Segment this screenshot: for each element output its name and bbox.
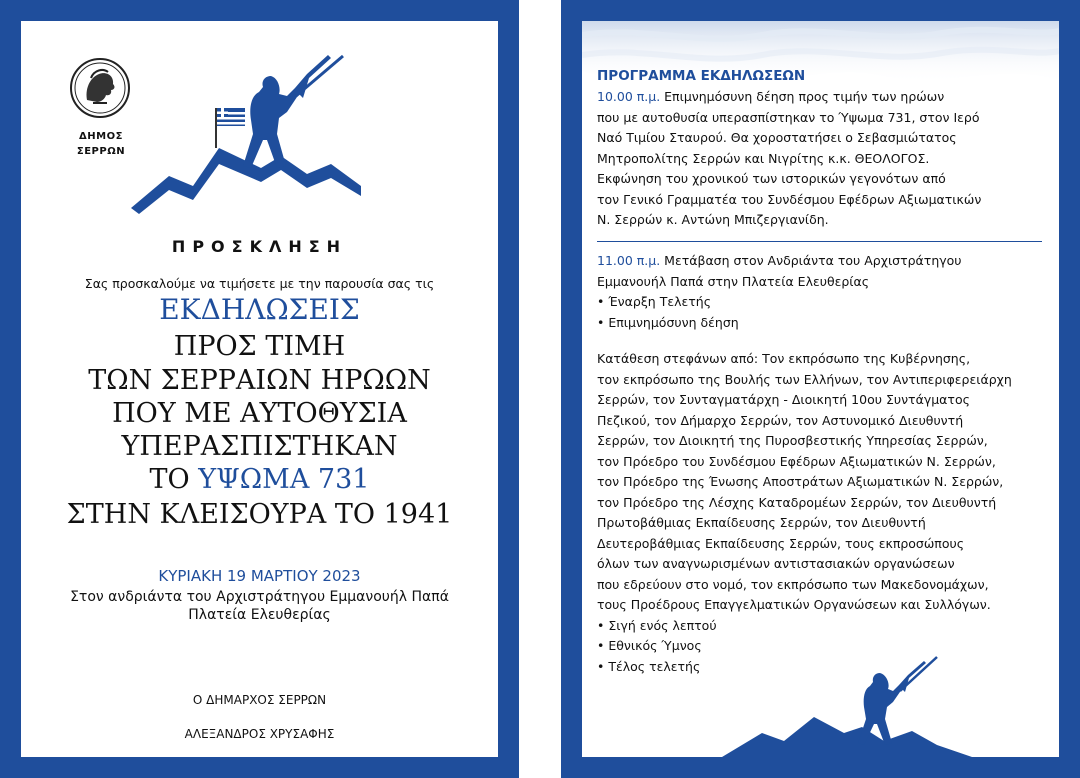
program-time-11am: 11.00 π.μ.	[597, 253, 661, 268]
wreaths-line2: τον εκπρόσωπο της Βουλής των Ελλήνων, τον Αντιπεριφερειάρχη	[597, 371, 1012, 387]
program-11am-item2: • Επιμνημόσυνη δέηση	[597, 314, 739, 330]
program-10am-line6: τον Γενικό Γραμματέα του Συνδέσμου Εφέδρων Αξιωματικών	[597, 191, 982, 207]
headline-hill-731: ΥΨΩΜΑ 731	[198, 464, 370, 495]
program-10am-line5: Εκφώνηση του χρονικού των ιστορικών γεγονότων από	[597, 171, 946, 186]
program-11am-item1: • Έναρξη Τελετής	[597, 294, 712, 309]
wreaths-line8: τον Πρόεδρο της Λέσχης Καταδρομέων Σερρών, τον Διευθυντή	[597, 494, 997, 510]
mayor-name: ΑΛΕΞΑΝΔΡΟΣ ΧΡΥΣΑΦΗΣ	[184, 727, 335, 741]
headline-line2: ΠΡΟΣ ΤΙΜΗ	[173, 331, 346, 362]
program-card	[582, 21, 1059, 757]
program-10am-line4: Μητροπολίτης Σερρών και Νιγρίτης κ.κ. ΘΕΟΛΟΓΟΣ.	[597, 150, 930, 166]
program-10am-line2: που με αυτοθυσία υπερασπίστηκαν το Ύψωμα 731, στον Ιερό	[597, 109, 980, 125]
soldier-mountain-icon	[722, 649, 972, 757]
program-block-10am	[597, 87, 1047, 231]
invitation-title: ΠΡΟΣΚΛΗΣΗ	[171, 237, 348, 256]
program-11am-line1: Μετάβαση στον Ανδριάντα του Αρχιστράτηγου	[660, 253, 962, 268]
program-10am-line3: Ναό Τιμίου Σταυρού. Θα χοροστατήσει ο Σεβασμιώτατος	[597, 130, 957, 145]
venue-line1: Στον ανδριάντα του Αρχιστράτηγου Εμμανουήλ Παπά	[70, 589, 449, 605]
headline-line3: ΤΩΝ ΣΕΡΡΑΙΩΝ ΗΡΩΩΝ	[88, 365, 431, 396]
headline-line6	[21, 464, 498, 496]
wreaths-line7: τον Πρόεδρο της Ένωσης Αποστράτων Αξιωματικών Ν. Σερρών,	[597, 474, 1004, 489]
invitation-front-card	[21, 21, 498, 757]
program-block-wreaths	[597, 349, 1047, 677]
invitation-front-panel	[0, 0, 519, 778]
program-block-11am	[597, 251, 1047, 333]
wreaths-line4: Πεζικού, τον Δήμαρχο Σερρών, τον Αστυνομικό Διευθυντή	[597, 412, 964, 428]
ceremony-item-end: • Τέλος τελετής	[597, 658, 701, 674]
mayor-title: Ο ΔΗΜΑΡΧΟΣ ΣΕΡΡΩΝ	[192, 693, 327, 707]
wreaths-line9: Πρωτοβάθμιας Εκπαίδευσης Σερρών, τον Διευθυντή	[597, 515, 926, 530]
program-back-panel	[561, 0, 1080, 778]
program-divider	[597, 241, 1042, 242]
headline-line5: ΥΠΕΡΑΣΠΙΣΤΗΚΑΝ	[121, 431, 398, 462]
wreaths-line1: Κατάθεση στεφάνων από: Τον εκπρόσωπο της Κυβέρνησης,	[597, 351, 971, 366]
venue-line2: Πλατεία Ελευθερίας	[188, 607, 331, 623]
headline-events: ΕΚΔΗΛΩΣΕΙΣ	[159, 293, 360, 326]
wreaths-line11: όλων των αναγνωρισμένων αντιστασιακών οργανώσεων	[597, 556, 955, 571]
program-10am-line7: Ν. Σερρών κ. Αντώνη Μπιζεργιανίδη.	[597, 212, 829, 227]
wreaths-line5: Σερρών, τον Διοικητή της Πυροσβεστικής Υπηρεσίας Σερρών,	[597, 433, 988, 448]
headline-line4: ΠΟΥ ΜΕ ΑΥΤΟΘΥΣΙΑ	[112, 398, 407, 429]
wreaths-line13: τους Προέδρους Επαγγελματικών Οργανώσεων και Συλλόγων.	[597, 597, 991, 612]
program-10am-line1: Επιμνημόσυνη δέηση προς τιμήν των ηρώων	[660, 89, 945, 104]
program-11am-line2: Εμμανουήλ Παπά στην Πλατεία Ελευθερίας	[597, 273, 870, 289]
ceremony-item-silence: • Σιγή ενός λεπτού	[597, 617, 717, 633]
headline-line7: ΣΤΗΝ ΚΛΕΙΣΟΥΡΑ ΤΟ 1941	[66, 499, 453, 530]
ceremony-item-anthem: • Εθνικός Ύμνος	[597, 638, 702, 653]
coin-head-icon	[69, 56, 131, 120]
wreaths-line6: τον Πρόεδρο του Συνδέσμου Εφέδρων Αξιωματικών Ν. Σερρών,	[597, 453, 996, 469]
wreaths-line12: που εδρεύουν στο νομό, τον εκπρόσωπο των Μακεδονομάχων,	[597, 576, 989, 592]
wreaths-line3: Σερρών, τον Συνταγματάρχη - Διοικητή 10ου Συντάγματος	[597, 392, 970, 407]
invitation-intro: Σας προσκαλούμε να τιμήσετε με την παρουσία σας τις	[84, 276, 435, 291]
headline-line6-prefix: ΤΟ	[149, 464, 199, 495]
program-title: ΠΡΟΓΡΑΜΜΑ ΕΚΔΗΛΩΣΕΩΝ	[597, 68, 806, 84]
logo-line1: ΔΗΜΟΣ	[79, 131, 123, 142]
soldier-mountain-flag-icon	[131, 36, 361, 216]
wreaths-line10: Δευτεροβάθμιας Εκπαίδευσης Σερρών, τους εκπροσώπους	[597, 535, 965, 551]
program-time-10am: 10.00 π.μ.	[597, 89, 661, 104]
event-date: ΚΥΡΙΑΚΗ 19 ΜΑΡΤΙΟΥ 2023	[158, 567, 361, 585]
logo-line2: ΣΕΡΡΩΝ	[76, 146, 126, 157]
